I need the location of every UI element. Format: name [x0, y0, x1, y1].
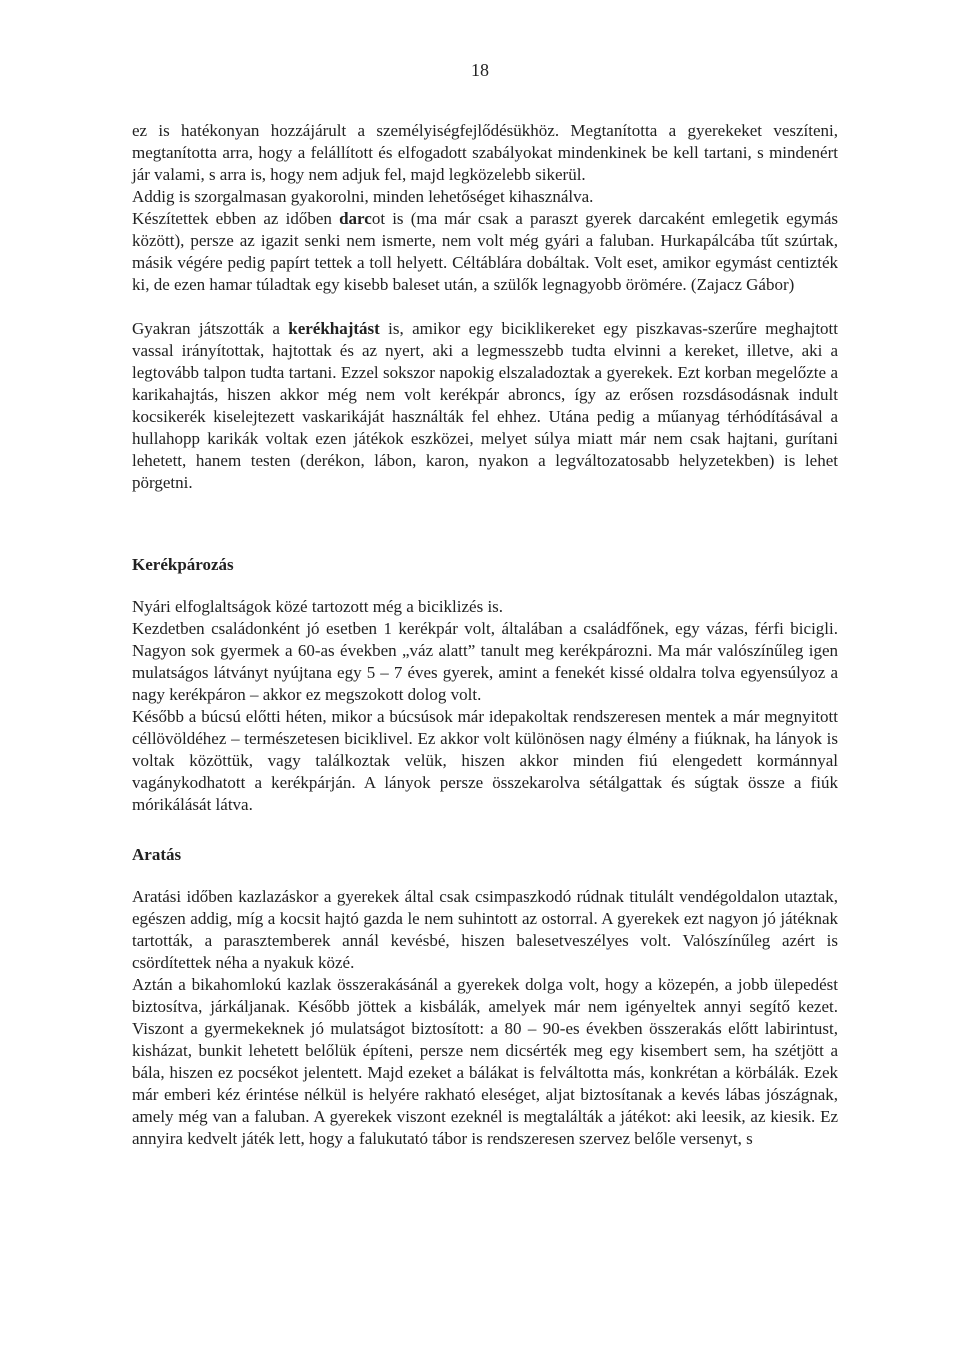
paragraph-text: ot is (ma már csak a paraszt gyerek darcaként emlegetik egymás között), persze az igazit senki nem ismerte, nem volt még gyári a faluban. Hurkapálcába tűt szúrtak, másik végére pedig papírt tettek a toll helyett. Céltáblára dobáltak. Volt eset, amikor egymást centizték ki, de ezen hamar túladtak egy kisebb baleset után, a szülők legnagyobb örömére. (Zajacz Gábor): [132, 209, 838, 294]
paragraph: ez is hatékonyan hozzájárult a személyiségfejlődésükhöz. Megtanította a gyerekeket veszíteni, megtanította arra, hogy a felállított és elfogadott szabályokat mindenkinek be kell tartani, s mindenért jár valami, s arra is, hogy nem adjuk fel, majd legközelebb sikerül.: [132, 121, 838, 184]
page-number: 18: [471, 60, 489, 80]
paragraph-text: Gyakran játszották a: [132, 319, 289, 338]
paragraph: Aratási időben kazlazáskor a gyerekek által csak csimpaszkodó rúdnak titulált vendégoldalon utaztak, egészen addig, míg a kocsit hajtó gazda le nem suhintott az ostorral. A gyerekek ezt nagyon jó játéknak tartották, a parasztemberek annál kevésbé, hiszen balesetveszélyes volt. Valószínűleg azért is csördítettek néha a nyakuk közé.: [132, 887, 838, 972]
paragraph: Aztán a bikahomlokú kazlak összerakásánál a gyerekek dolga volt, hogy a közepén, a jobb ülepedést biztosítva, járkáljanak. Később jöttek a kisbálák, amelyek már nem igényeltek annyi segítő kezet. Viszont a gyermekeknek jó mulatságot biztosított: a 80 – 90-es években összerakás előtt labirintust, kisházat, bunkit lehetett belőlük építeni, persze nem dicsérték meg egy kisembert sem, ha szétjött a bála, hiszen ez pocsékot jelentett. Majd ezeket a bálákat is felváltotta más, konkrétan a körbálák. Ezek már emberi kéz érintése nélkül is helyére rakható eleséget, aljat biztosítanak a kevés lábas jószágnak, amely még van a faluban. A gyerekek viszont ezeknél is megtalálták a játékot: aki leesik, az kiesik. Ez annyira kedvelt játék lett, hogy a falukutató tábor is rendszeresen szervez belőle versenyt, s: [132, 975, 838, 1148]
section-heading: Kerékpározás: [132, 555, 234, 574]
paragraph: [132, 208, 838, 296]
paragraph: Addig is szorgalmasan gyakorolni, minden lehetőséget kihasználva.: [132, 187, 594, 206]
page-content: [132, 120, 838, 1150]
paragraph: Nyári elfoglaltságok közé tartozott még a biciklizés is.: [132, 597, 504, 616]
emphasis-term: kerékhajtást: [288, 319, 380, 338]
paragraph: Kezdetben családonként jó esetben 1 kerékpár volt, általában a családfőnek, egy vázas, férfi bicigli. Nagyon sok gyermek a 60-as években „váz alatt” tanult meg kerékpározni. Ma már valószínűleg igen mulatságos látványt nyújtana egy 5 – 7 éves gyerek, amint a fenekét kissé oldalra tolva egyensúlyoz a nagy kerékpáron – akkor ez megszokott dolog volt.: [132, 619, 838, 704]
emphasis-term: darc: [339, 209, 372, 228]
paragraph: [132, 318, 838, 494]
paragraph: Később a búcsú előtti héten, mikor a búcsúsok már idepakoltak rendszeresen mentek a már megnyitott céllövöldéhez – természetesen biciklivel. Ez akkor volt különösen nagy élmény a fiúknak, ha lányok is voltak közöttük, vagy találkoztak velük, hiszen akkor minden fiú elengedett kormánnyal vagánykodhatott a kerékpárján. A lányok persze összekarolva sétálgattak és súgtak össze a fiúk mórikálását látva.: [132, 707, 838, 814]
paragraph-text: is, amikor egy biciklikereket egy piszkavas-szerűre meghajtott vassal irányítottak, hajtottak és az nyert, aki a legmesszebb tudta elvinni a kereket, illetve, aki a legtovább talpon tudta tartani. Ezzel sokszor napokig elszaladoztak a gyerekek. Ezt korban megelőzte a karikahajtás, hiszen akkor még nem volt kerékpár abroncs, így az erősen rozsdásodásnak indult kocsikerék kiselejtezett vaskarikáját használták fel ehhez. Utána pedig a műanyag térhódításával a hullahopp karikák voltak ezen játékok eszközei, melyet súlya miatt már nem csak hajtani, gurítani lehetett, hanem testen (derékon, lábon, karon, nyakon a legváltozatosabb helyzetekben) is lehet pörgetni.: [132, 319, 839, 492]
section-heading: Aratás: [132, 845, 182, 864]
paragraph-text: Készítettek ebben az időben: [132, 209, 340, 228]
